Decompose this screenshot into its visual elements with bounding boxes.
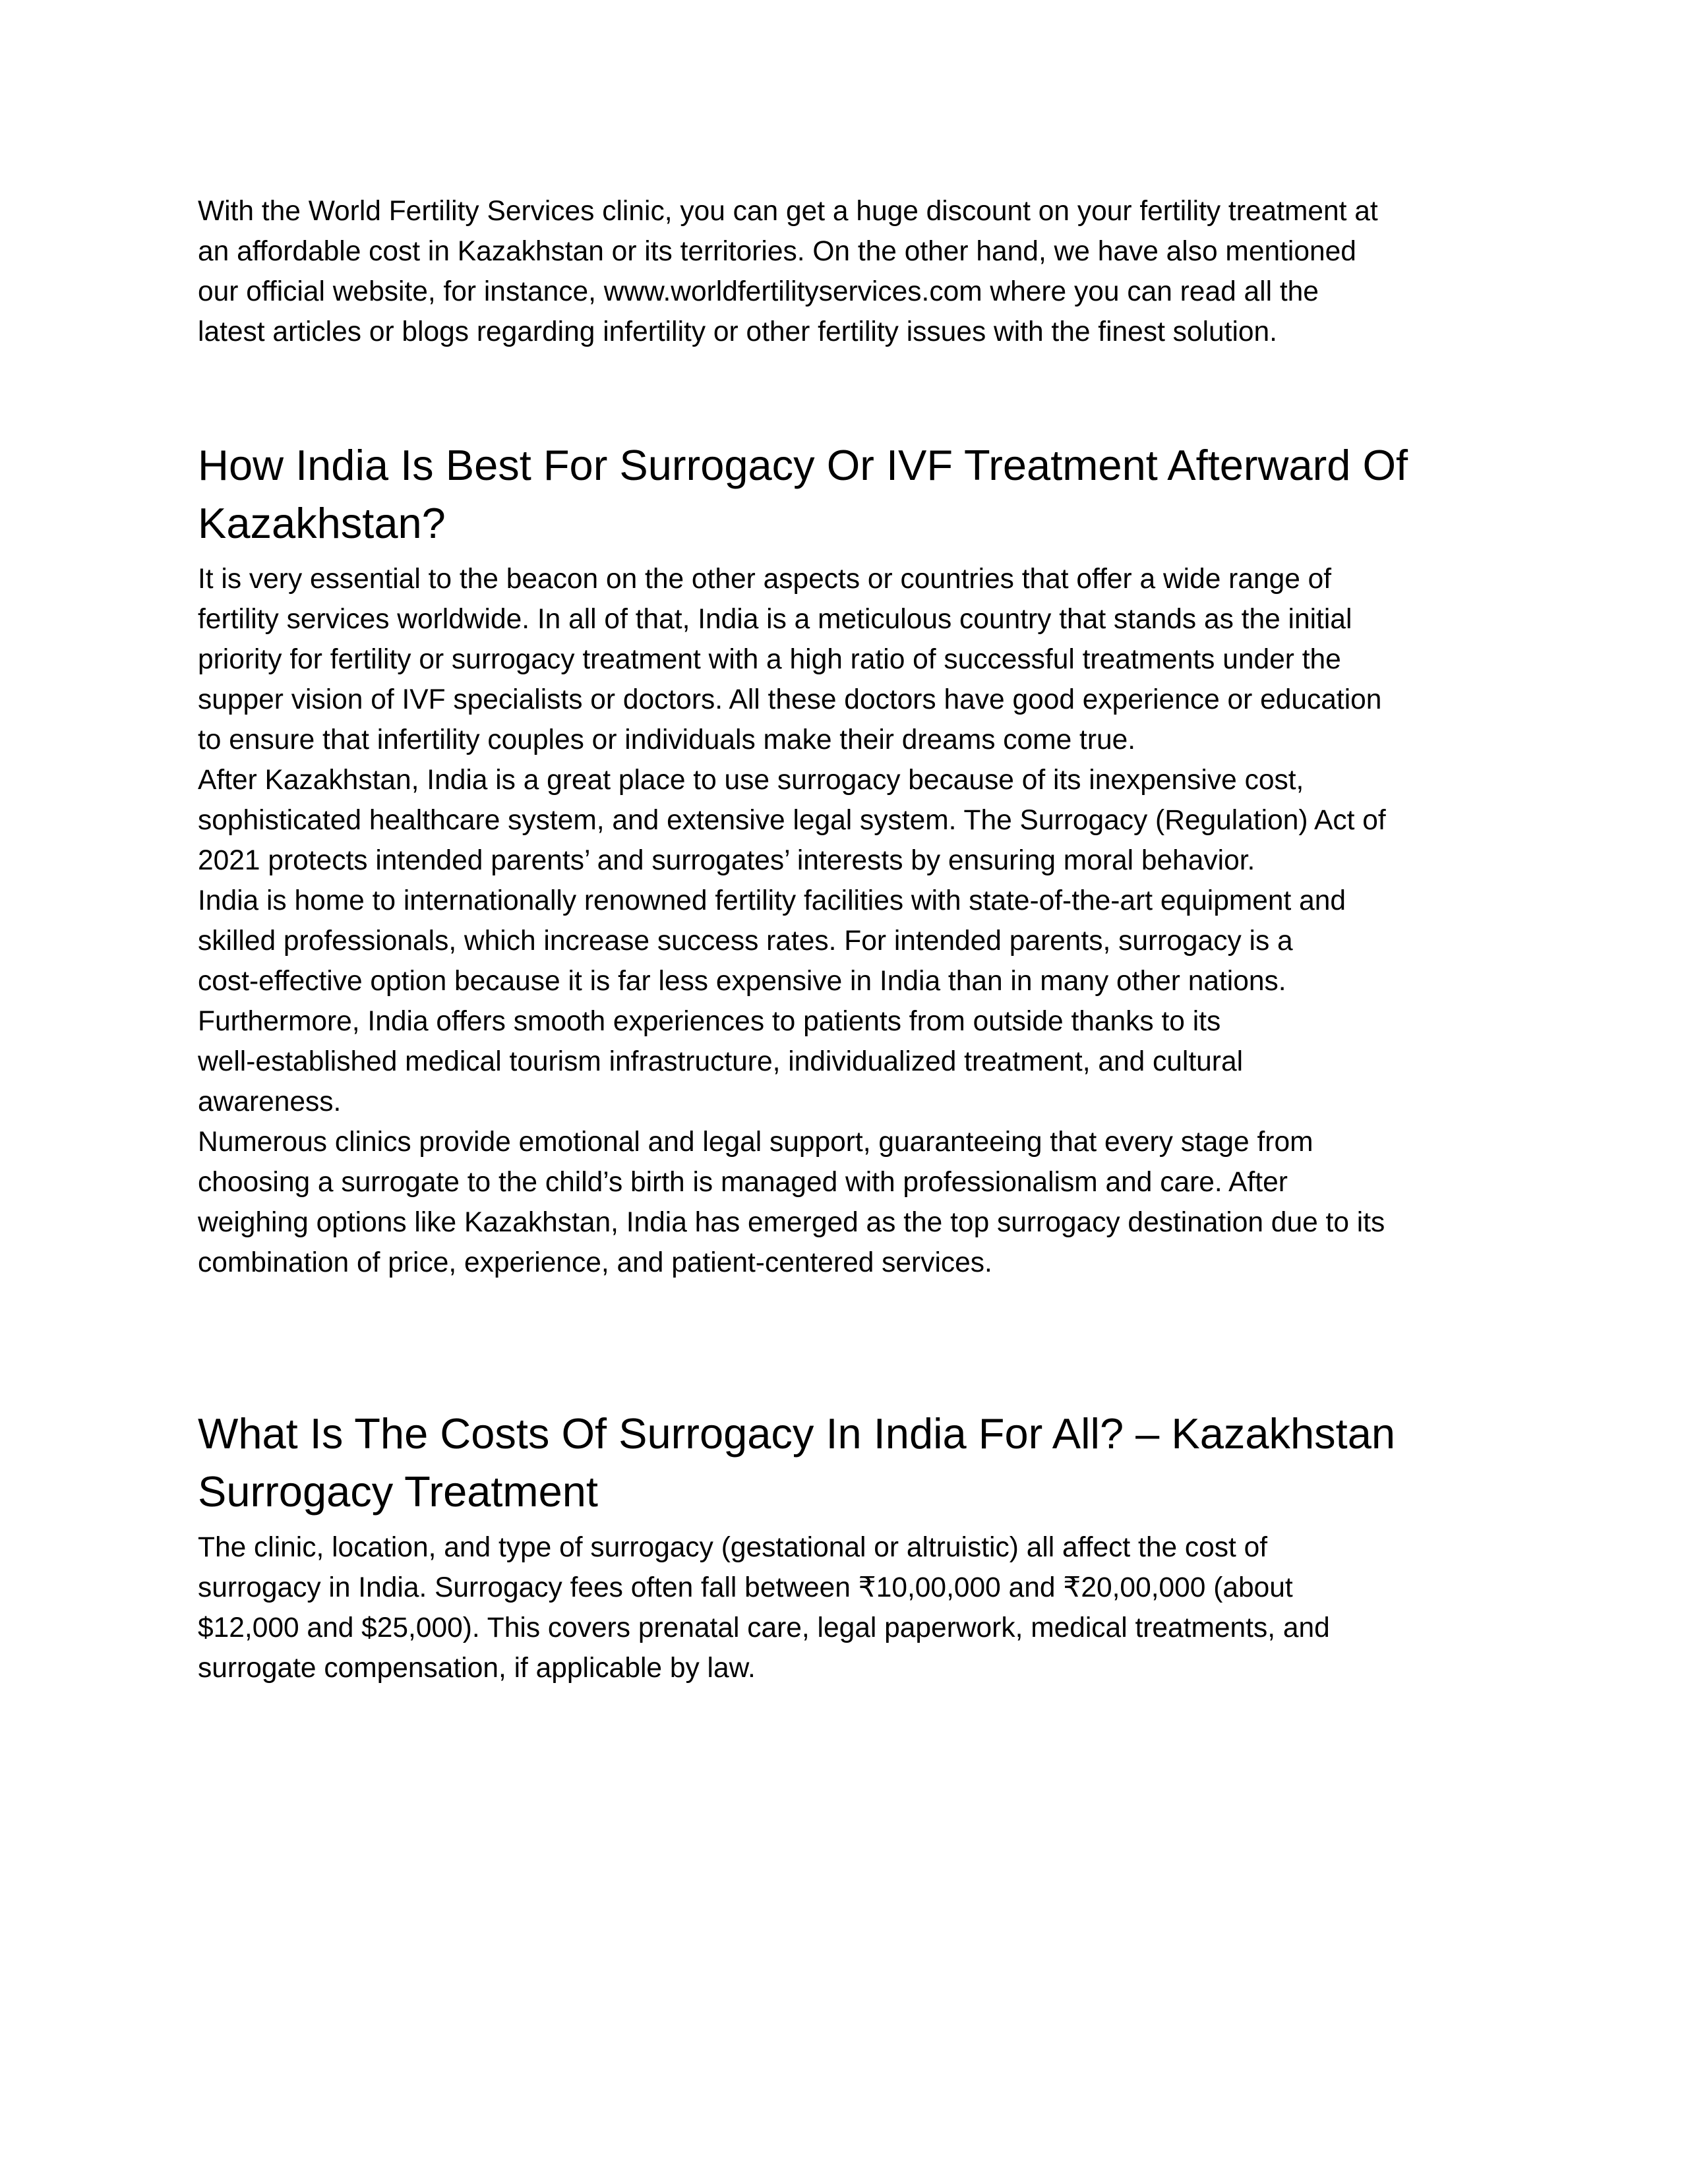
section1-paragraph-2: After Kazakhstan, India is a great place to use surrogacy because of its inexpensive cost, sophisticated healthcare system, and extensive legal system. The Surrogacy (Regulation) Act of 2021 protects intended parents’ and surrogates’ interests by ensuring moral behavior.	[198, 765, 1386, 876]
section1-paragraph-5: Numerous clinics provide emotional and legal support, guaranteeing that every stage from choosing a surrogate to the child’s birth is managed with professionalism and care. After weighing options like Kazakhstan, India has emerged as the top surrogacy destination due to its combination of price, experience, and patient-centered services.	[198, 1127, 1385, 1278]
section1-paragraph-3: India is home to internationally renowned fertility facilities with state-of-the-art equipment and skilled professionals, which increase success rates. For intended parents, surrogacy is a cost-effective option because it is far less expensive in India than in many other nations.	[198, 885, 1346, 997]
document-page	[198, 191, 1490, 1688]
intro-paragraph: With the World Fertility Services clinic, you can get a huge discount on your fertility treatment at an affordable cost in Kazakhstan or its territories. On the other hand, we have also mentioned our official website, for instance, www.worldfertilityservices.com where you can read all the latest articles or blogs regarding infertility or other fertility issues with the finest solution.	[198, 196, 1378, 347]
section-heading-india-best: How India Is Best For Surrogacy Or IVF Treatment Afterward Of Kazakhstan?	[198, 441, 1408, 547]
section1-paragraph-4: Furthermore, India offers smooth experiences to patients from outside thanks to its well-established medical tourism infrastructure, individualized treatment, and cultural awareness.	[198, 1006, 1244, 1117]
section2-paragraph-1: The clinic, location, and type of surrogacy (gestational or altruistic) all affect the cost of surrogacy in India. Surrogacy fees often fall between ₹10,00,000 and ₹20,00,000 (about $12,000 and $25,000). This covers prenatal care, legal paperwork, medical treatments, and surrogate compensation, if applicable by law.	[198, 1532, 1330, 1684]
section-heading-costs: What Is The Costs Of Surrogacy In India For All? – Kazakhstan Surrogacy Treatment	[198, 1409, 1396, 1516]
section1-paragraph-1: It is very essential to the beacon on the other aspects or countries that offer a wide range of fertility services worldwide. In all of that, India is a meticulous country that stands as the initial priority for fertility or surrogacy treatment with a high ratio of successful treatments under the supper vision of IVF specialists or doctors. All these doctors have good experience or education to ensure that infertility couples or individuals make their dreams come true.	[198, 564, 1382, 755]
